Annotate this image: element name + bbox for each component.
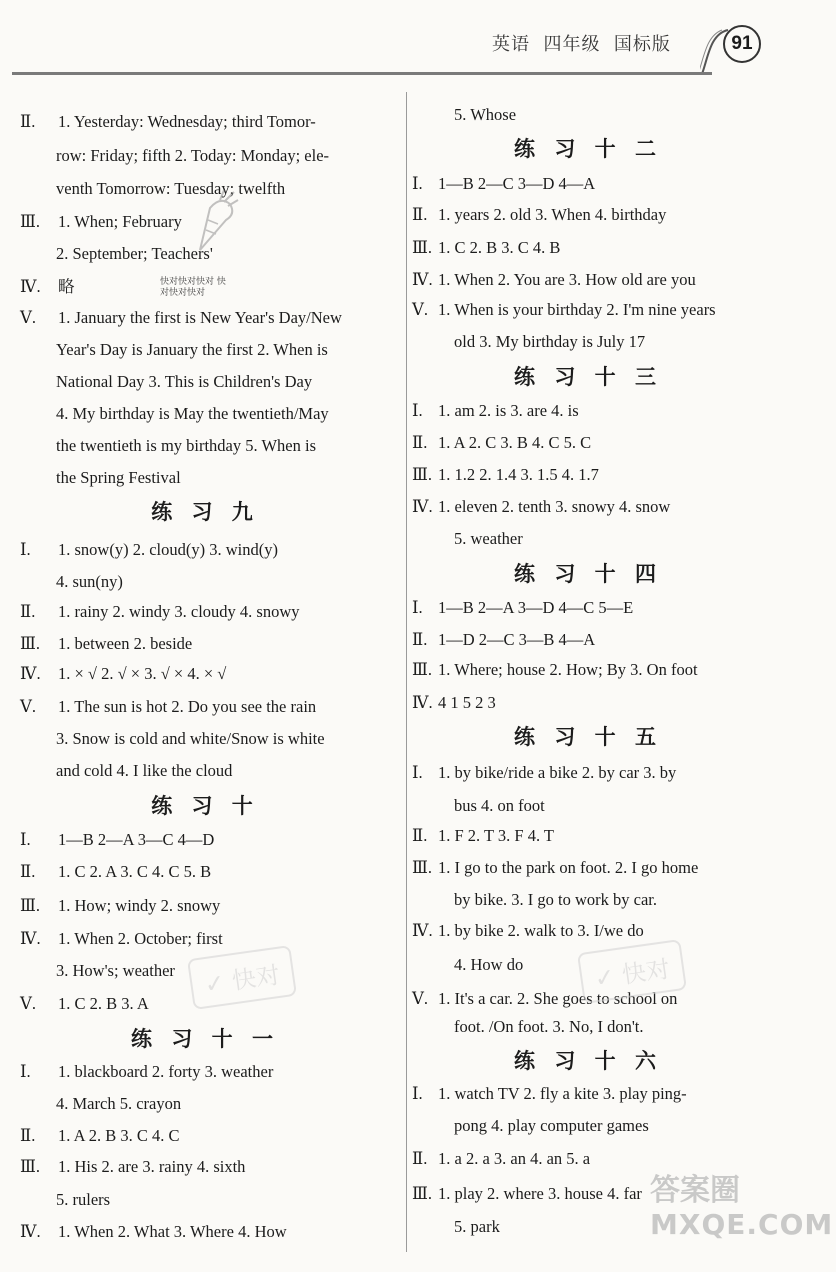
answer-line: 1—B 2—A 3—D 4—C 5—E bbox=[438, 598, 634, 617]
section-heading: 练 习 十 五 bbox=[514, 725, 662, 749]
corner-watermark bbox=[650, 1174, 833, 1242]
question-numeral: Ⅳ. bbox=[20, 1222, 41, 1241]
answer-line: old 3. My birthday is July 17 bbox=[454, 332, 646, 351]
answer-line: 4. My birthday is May the twentieth/May bbox=[56, 404, 329, 423]
answer-line: National Day 3. This is Children's Day bbox=[56, 372, 313, 391]
answer-line: 1. When 2. You are 3. How old are you bbox=[438, 270, 696, 289]
answer-line: 1. Yesterday: Wednesday; third Tomor- bbox=[58, 112, 316, 131]
header-rule bbox=[12, 72, 712, 75]
answer-line: 1. When 2. What 3. Where 4. How bbox=[58, 1222, 287, 1241]
question-numeral: Ⅴ. bbox=[412, 989, 429, 1008]
answer-line: 5. rulers bbox=[56, 1190, 111, 1209]
question-numeral: Ⅴ. bbox=[20, 994, 37, 1013]
answer-line: row: Friday; fifth 2. Today: Monday; ele- bbox=[56, 146, 330, 165]
answer-line: 1. years 2. old 3. When 4. birthday bbox=[438, 205, 667, 224]
answer-line: 1. When 2. October; first bbox=[58, 929, 223, 948]
answer-line: 1. When is your birthday 2. I'm nine years bbox=[438, 300, 716, 319]
answer-line: 1. snow(y) 2. cloud(y) 3. wind(y) bbox=[58, 540, 278, 559]
answer-line: 1—B 2—A 3—C 4—D bbox=[58, 830, 215, 849]
section-heading: 练 习 十 bbox=[151, 794, 259, 818]
section-heading: 练 习 十 一 bbox=[131, 1027, 279, 1051]
answer-line: 1. It's a car. 2. She goes to school on bbox=[438, 989, 678, 1008]
corner-watermark-logo: 答案圈 bbox=[650, 1173, 740, 1208]
answer-line: and cold 4. I like the cloud bbox=[56, 761, 233, 780]
answer-line: 1. When; February bbox=[58, 212, 182, 231]
answer-line: the twentieth is my birthday 5. When is bbox=[56, 436, 316, 455]
answer-line: 1. rainy 2. windy 3. cloudy 4. snowy bbox=[58, 602, 300, 621]
carrot-logo-icon bbox=[190, 190, 240, 260]
section-heading: 练 习 十 四 bbox=[514, 562, 662, 586]
answer-line: 3. How's; weather bbox=[56, 961, 175, 980]
answer-line: 5. weather bbox=[454, 529, 523, 548]
answer-line: 4. sun(ny) bbox=[56, 572, 123, 591]
question-numeral: Ⅲ. bbox=[412, 1184, 433, 1203]
question-numeral: Ⅱ. bbox=[412, 433, 428, 452]
question-numeral: Ⅰ. bbox=[412, 401, 423, 420]
section-heading: 练 习 十 六 bbox=[514, 1049, 662, 1073]
answer-line: 略 bbox=[58, 277, 75, 296]
question-numeral: Ⅰ. bbox=[20, 1062, 31, 1081]
answer-line: 4. How do bbox=[454, 955, 524, 974]
header-subject: 英语 四年级 国标版 bbox=[492, 34, 671, 55]
question-numeral: Ⅲ. bbox=[412, 660, 433, 679]
answer-line: 3. Snow is cold and white/Snow is white bbox=[56, 729, 325, 748]
question-numeral: Ⅱ. bbox=[412, 205, 428, 224]
check-icon: ✓ bbox=[202, 968, 227, 1000]
answer-line: 1. 1.2 2. 1.4 3. 1.5 4. 1.7 bbox=[438, 465, 599, 484]
question-numeral: Ⅱ. bbox=[412, 826, 428, 845]
answer-line: 1. watch TV 2. fly a kite 3. play ping- bbox=[438, 1084, 687, 1103]
answer-line: foot. /On foot. 3. No, I don't. bbox=[454, 1017, 644, 1036]
answer-line: 1. play 2. where 3. house 4. far bbox=[438, 1184, 642, 1203]
answer-line: 4. March 5. crayon bbox=[56, 1094, 182, 1113]
question-numeral: Ⅳ. bbox=[412, 693, 433, 712]
column-divider bbox=[406, 92, 407, 1252]
question-numeral: Ⅲ. bbox=[20, 212, 41, 231]
answer-line: 1. a 2. a 3. an 4. an 5. a bbox=[438, 1149, 591, 1168]
question-numeral: Ⅰ. bbox=[20, 540, 31, 559]
question-numeral: Ⅰ. bbox=[20, 830, 31, 849]
answer-line: 1. C 2. B 3. C 4. B bbox=[438, 238, 561, 257]
stamp-label: 快对 bbox=[230, 960, 282, 996]
question-numeral: Ⅳ. bbox=[412, 497, 433, 516]
answer-line: Year's Day is January the first 2. When is bbox=[56, 340, 328, 359]
answer-line: 1—D 2—C 3—B 4—A bbox=[438, 630, 596, 649]
answer-line: 1. eleven 2. tenth 3. snowy 4. snow bbox=[438, 497, 671, 516]
answer-line: 1. by bike/ride a bike 2. by car 3. by bbox=[438, 763, 677, 782]
answer-line: bus 4. on foot bbox=[454, 796, 545, 815]
section-heading: 练 习 九 bbox=[151, 500, 259, 524]
answer-line: venth Tomorrow: Tuesday; twelfth bbox=[56, 179, 286, 198]
question-numeral: Ⅱ. bbox=[20, 862, 36, 881]
carrot-caption: 快对快对快对 快对快对快对 bbox=[160, 277, 226, 298]
question-numeral: Ⅳ. bbox=[412, 270, 433, 289]
question-numeral: Ⅰ. bbox=[412, 1084, 423, 1103]
question-numeral: Ⅱ. bbox=[20, 112, 36, 131]
question-numeral: Ⅱ. bbox=[412, 1149, 428, 1168]
question-numeral: Ⅴ. bbox=[20, 308, 37, 327]
question-numeral: Ⅴ. bbox=[412, 300, 429, 319]
question-numeral: Ⅰ. bbox=[412, 598, 423, 617]
answer-line: 1. January the first is New Year's Day/New bbox=[58, 308, 342, 327]
answer-line: 1. Where; house 2. How; By 3. On foot bbox=[438, 660, 698, 679]
answer-line: 1. am 2. is 3. are 4. is bbox=[438, 401, 579, 420]
answer-line: 4 1 5 2 3 bbox=[438, 693, 496, 712]
answer-line: 1. I go to the park on foot. 2. I go home bbox=[438, 858, 699, 877]
question-numeral: Ⅱ. bbox=[20, 602, 36, 621]
question-numeral: Ⅲ. bbox=[20, 1157, 41, 1176]
answer-line: 1. blackboard 2. forty 3. weather bbox=[58, 1062, 274, 1081]
answer-line: 1. How; windy 2. snowy bbox=[58, 896, 221, 915]
answer-line: 2. September; Teachers' bbox=[56, 244, 213, 263]
answer-line: 1. The sun is hot 2. Do you see the rain bbox=[58, 697, 317, 716]
answer-line: 1—B 2—C 3—D 4—A bbox=[438, 174, 596, 193]
question-numeral: Ⅳ. bbox=[412, 921, 433, 940]
question-numeral: Ⅳ. bbox=[20, 929, 41, 948]
question-numeral: Ⅰ. bbox=[412, 174, 423, 193]
question-numeral: Ⅳ. bbox=[20, 664, 41, 683]
question-numeral: Ⅲ. bbox=[20, 896, 41, 915]
question-numeral: Ⅲ. bbox=[20, 634, 41, 653]
answer-line: 1. C 2. B 3. A bbox=[58, 994, 149, 1013]
question-numeral: Ⅲ. bbox=[412, 238, 433, 257]
answer-line: 1. His 2. are 3. rainy 4. sixth bbox=[58, 1157, 246, 1176]
question-numeral: Ⅴ. bbox=[20, 697, 37, 716]
page-number: 91 bbox=[723, 25, 761, 63]
corner-watermark-site: MXQE.COM bbox=[650, 1208, 834, 1241]
question-numeral: Ⅱ. bbox=[20, 1126, 36, 1145]
watermark-stamp-left bbox=[187, 945, 297, 1010]
question-numeral: Ⅳ. bbox=[20, 277, 41, 296]
answer-line: 5. park bbox=[454, 1217, 500, 1236]
answer-line: 5. Whose bbox=[454, 105, 517, 124]
answer-line: 1. × √ 2. √ × 3. √ × 4. × √ bbox=[58, 664, 227, 683]
answer-line: by bike. 3. I go to work by car. bbox=[454, 890, 658, 909]
answer-line: 1. F 2. T 3. F 4. T bbox=[438, 826, 554, 845]
answer-line: pong 4. play computer games bbox=[454, 1116, 649, 1135]
answer-line: 1. between 2. beside bbox=[58, 634, 193, 653]
section-heading: 练 习 十 三 bbox=[514, 365, 662, 389]
answer-line: 1. A 2. B 3. C 4. C bbox=[58, 1126, 180, 1145]
question-numeral: Ⅰ. bbox=[412, 763, 423, 782]
answer-line: 1. C 2. A 3. C 4. C 5. B bbox=[58, 862, 212, 881]
question-numeral: Ⅲ. bbox=[412, 858, 433, 877]
question-numeral: Ⅲ. bbox=[412, 465, 433, 484]
answer-line: the Spring Festival bbox=[56, 468, 181, 487]
answer-line: 1. A 2. C 3. B 4. C 5. C bbox=[438, 433, 592, 452]
page-header bbox=[0, 0, 836, 80]
question-numeral: Ⅱ. bbox=[412, 630, 428, 649]
section-heading: 练 习 十 二 bbox=[514, 137, 662, 161]
answer-line: 1. by bike 2. walk to 3. I/we do bbox=[438, 921, 644, 940]
check-icon: ✓ bbox=[592, 962, 617, 994]
stamp-label: 快对 bbox=[620, 954, 672, 990]
